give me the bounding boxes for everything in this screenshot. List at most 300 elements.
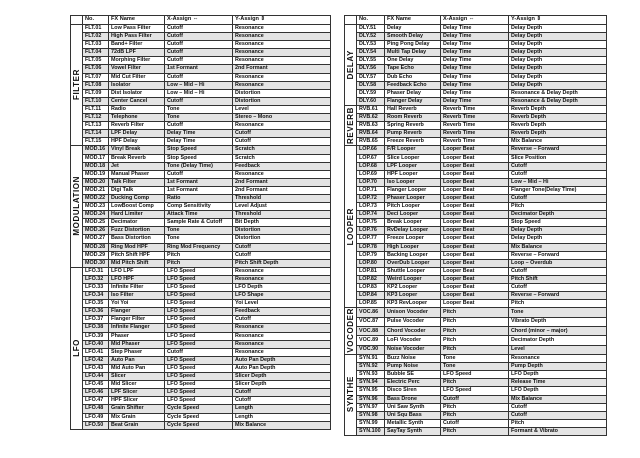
table-row (71, 89, 331, 97)
cell-no: LOP.80 (357, 259, 385, 267)
cell-no: LOP.82 (357, 275, 385, 283)
cell-no: VOC.89 (357, 336, 385, 345)
cell-fx-name: Yoi Yoi (109, 300, 165, 308)
cell-y-assign: Mix Balance (509, 243, 607, 251)
cell-fx-name: Vowel Filter (109, 65, 165, 73)
cell-no: DLY.58 (357, 81, 385, 89)
cell-fx-name: KP3 RevLooper (385, 300, 441, 308)
cell-fx-name: Mid Phaser (109, 340, 165, 348)
cell-x-assign: Cutoff (165, 97, 233, 105)
cell-no: LOP.79 (357, 251, 385, 259)
cell-fx-name: Flanger Looper (385, 186, 441, 194)
cell-x-assign: Cutoff (165, 122, 233, 130)
table-row (71, 194, 331, 202)
cell-x-assign: Cutoff (441, 419, 509, 427)
cell-y-assign: Cutoff (233, 397, 331, 405)
cell-fx-name: LFO HPF (109, 275, 165, 283)
cell-no: LOP.72 (357, 194, 385, 202)
cell-no: MOD.23 (83, 203, 109, 211)
cell-no: FLT.10 (83, 97, 109, 105)
cell-y-assign: Threshold (233, 211, 331, 219)
category-text: DELAY (345, 49, 355, 80)
cell-y-assign: Level (233, 105, 331, 113)
cell-x-assign: Stop Speed (165, 154, 233, 162)
table-row (71, 251, 331, 259)
cell-fx-name: Unison Vocoder (385, 308, 441, 317)
header-x-assign: X-Assign ⇔ (441, 16, 509, 25)
cell-x-assign: Looper Beat (441, 178, 509, 186)
cell-x-assign: 1st Formant (165, 186, 233, 194)
cell-y-assign: Pitch (509, 419, 607, 427)
cell-fx-name: Slice Looper (385, 154, 441, 162)
cell-y-assign: Yoi Level (233, 300, 331, 308)
table-row (345, 146, 607, 154)
cell-no: VOC.86 (357, 308, 385, 317)
cell-fx-name: Hall Reverb (385, 105, 441, 113)
table-row (71, 105, 331, 113)
cell-x-assign: Reverb Time (441, 138, 509, 146)
cell-no: FLT.12 (83, 114, 109, 122)
cell-y-assign: Delay Depth (509, 227, 607, 235)
table-row (71, 332, 331, 340)
cell-y-assign: Distortion (233, 97, 331, 105)
cell-x-assign: Delay Time (165, 138, 233, 146)
table-row (345, 411, 607, 419)
cell-x-assign: Delay Time (441, 81, 509, 89)
cell-no: MOD.18 (83, 162, 109, 170)
cell-fx-name: Phaser Delay (385, 89, 441, 97)
cell-y-assign: Cutoff (509, 194, 607, 202)
cell-y-assign: Decimator Depth (509, 211, 607, 219)
cell-no: FLT.08 (83, 81, 109, 89)
cell-x-assign: Delay Time (165, 130, 233, 138)
table-row (345, 371, 607, 379)
cell-no: LFO.35 (83, 300, 109, 308)
cell-y-assign: Stereo – Mono (233, 114, 331, 122)
cell-fx-name: Phaser (109, 332, 165, 340)
cell-fx-name: Beat Grain (109, 421, 165, 429)
table-row (345, 178, 607, 186)
cell-y-assign: LFO Shape (233, 292, 331, 300)
cell-y-assign: Cutoff (233, 130, 331, 138)
cell-no: SYN.100 (357, 427, 385, 435)
cell-x-assign: Looper Beat (441, 162, 509, 170)
cell-fx-name: Mid Cut Filter (109, 73, 165, 81)
cell-no: LOP.78 (357, 243, 385, 251)
cell-no: MOD.27 (83, 235, 109, 243)
cell-y-assign: Cutoff (509, 267, 607, 275)
cell-x-assign: LFO Speed (165, 324, 233, 332)
cell-fx-name: Infinite Filter (109, 284, 165, 292)
cell-x-assign: Pitch (441, 317, 509, 326)
fx-table-left (70, 15, 331, 430)
cell-no: RVB.62 (357, 114, 385, 122)
cell-fx-name: LowBoost Comp (109, 203, 165, 211)
cell-fx-name: Manual Phaser (109, 170, 165, 178)
cell-y-assign: Reverb Depth (509, 130, 607, 138)
cell-no: DLY.53 (357, 41, 385, 49)
table-row (345, 25, 607, 33)
table-row (71, 300, 331, 308)
cell-fx-name: Shuttle Looper (385, 267, 441, 275)
header-x-assign: X-Assign ⇔ (165, 16, 233, 25)
cell-y-assign: Reverb Depth (509, 105, 607, 113)
cell-y-assign: Delay Depth (509, 235, 607, 243)
table-row (71, 33, 331, 41)
cell-fx-name: Chord Vocoder (385, 326, 441, 335)
table-row (71, 130, 331, 138)
cell-fx-name: Room Reverb (385, 114, 441, 122)
category-label (345, 355, 357, 436)
cell-no: LOP.74 (357, 211, 385, 219)
cell-y-assign: Delay Depth (509, 65, 607, 73)
cell-x-assign: Pitch (441, 326, 509, 335)
cell-x-assign: Pitch (441, 427, 509, 435)
cell-y-assign: Reverb Depth (509, 114, 607, 122)
cell-no: LOP.85 (357, 300, 385, 308)
cell-y-assign: Auto Pan Depth (233, 356, 331, 364)
cell-fx-name: Metallic Synth (385, 419, 441, 427)
table-row (345, 162, 607, 170)
table-row (345, 89, 607, 97)
cell-no: FLT.05 (83, 57, 109, 65)
category-text: SYNTHE (345, 376, 355, 413)
cell-no: SYN.96 (357, 395, 385, 403)
cell-y-assign: Reverse – Forward (509, 146, 607, 154)
cell-x-assign: LFO Speed (165, 356, 233, 364)
cell-y-assign: Cutoff (233, 138, 331, 146)
cell-no: MOD.25 (83, 219, 109, 227)
cell-fx-name: Talk Filter (109, 178, 165, 186)
cell-x-assign: Tone (165, 227, 233, 235)
cell-fx-name: LoFi Vocoder (385, 336, 441, 345)
cell-x-assign: Pitch (441, 411, 509, 419)
cell-fx-name: Mix Grain (109, 413, 165, 421)
table-row (345, 355, 607, 363)
cell-fx-name: Mid Pitch Shift (109, 259, 165, 267)
cell-no: LOP.70 (357, 178, 385, 186)
cell-fx-name: Multi Tap Delay (385, 49, 441, 57)
cell-no: MOD.21 (83, 186, 109, 194)
table-row (71, 170, 331, 178)
table-row (345, 292, 607, 300)
cell-no: LOP.83 (357, 284, 385, 292)
cell-x-assign: Delay Time (441, 49, 509, 57)
cell-no: LFO.49 (83, 413, 109, 421)
table-row (345, 251, 607, 259)
cell-no: DLY.51 (357, 25, 385, 33)
cell-fx-name: Mid Slicer (109, 381, 165, 389)
table-row (71, 356, 331, 364)
cell-no: LOP.77 (357, 235, 385, 243)
cell-x-assign: LFO Speed (165, 340, 233, 348)
table-row (71, 235, 331, 243)
cell-no: LFO.45 (83, 381, 109, 389)
cell-y-assign: Cutoff (509, 162, 607, 170)
cell-x-assign: Delay Time (441, 97, 509, 105)
table-row (71, 154, 331, 162)
cell-x-assign: Ring Mod Frequency (165, 243, 233, 251)
cell-y-assign: Delay Depth (509, 81, 607, 89)
table-row (71, 146, 331, 154)
cell-x-assign: Delay Time (441, 41, 509, 49)
category-label (71, 267, 83, 429)
table-row (345, 336, 607, 345)
cell-fx-name: Isolator (109, 81, 165, 89)
cell-fx-name: Tape Echo (385, 65, 441, 73)
cell-y-assign: Resonance (233, 275, 331, 283)
cell-fx-name: Infinite Flanger (109, 324, 165, 332)
cell-x-assign: Ratio (165, 194, 233, 202)
cell-x-assign: Looper Beat (441, 186, 509, 194)
table-row (345, 186, 607, 194)
table-row (345, 122, 607, 130)
cell-y-assign: Formant & Vibrato (509, 427, 607, 435)
cell-y-assign: Mix Balance (509, 395, 607, 403)
cell-no: SYN.93 (357, 371, 385, 379)
cell-x-assign: Low – Mid – Hi (165, 89, 233, 97)
cell-y-assign: LFO Depth (233, 284, 331, 292)
cell-x-assign: Cycle Speed (165, 413, 233, 421)
cell-x-assign: Cutoff (165, 25, 233, 33)
cell-x-assign: LFO Speed (165, 300, 233, 308)
cell-y-assign: Threshold (233, 194, 331, 202)
cell-y-assign: Cutoff (233, 316, 331, 324)
cell-no: LFO.34 (83, 292, 109, 300)
cell-fx-name: Buzz Noise (385, 355, 441, 363)
cell-x-assign: Pitch (165, 259, 233, 267)
table-row (345, 73, 607, 81)
cell-no: RVB.65 (357, 138, 385, 146)
category-text: LOOPER (345, 207, 355, 245)
cell-no: FLT.13 (83, 122, 109, 130)
table-row (71, 114, 331, 122)
cell-no: SYN.98 (357, 411, 385, 419)
cell-y-assign: Delay Depth (509, 25, 607, 33)
cell-y-assign: Flanger Tone(Delay Time) (509, 186, 607, 194)
cell-y-assign: Resonance (233, 348, 331, 356)
cell-y-assign: Resonance & Delay Depth (509, 89, 607, 97)
cell-fx-name: KP3 Looper (385, 292, 441, 300)
cell-fx-name: Bass Drone (385, 395, 441, 403)
cell-x-assign: LFO Speed (165, 364, 233, 372)
cell-no: LOP.66 (357, 146, 385, 154)
cell-y-assign: Level (509, 345, 607, 354)
table-row (71, 292, 331, 300)
cell-no: FLT.09 (83, 89, 109, 97)
cell-fx-name: Vinyl Break (109, 146, 165, 154)
cell-y-assign: Cutoff (233, 389, 331, 397)
cell-y-assign: Tone (509, 308, 607, 317)
cell-y-assign: Resonance (233, 170, 331, 178)
cell-no: SYN.92 (357, 363, 385, 371)
table-row (71, 421, 331, 429)
cell-no: FLT.04 (83, 49, 109, 57)
cell-no: LOP.81 (357, 267, 385, 275)
category-text: VOCODER (345, 308, 355, 353)
cell-no: MOD.30 (83, 259, 109, 267)
table-row (345, 284, 607, 292)
cell-fx-name: Bubble SE (385, 371, 441, 379)
cell-no: LFO.40 (83, 340, 109, 348)
cell-fx-name: Smooth Delay (385, 33, 441, 41)
table-row (71, 381, 331, 389)
cell-no: LOP.69 (357, 170, 385, 178)
cell-x-assign: Looper Beat (441, 194, 509, 202)
cell-y-assign: Resonance (233, 324, 331, 332)
cell-fx-name: One Delay (385, 57, 441, 65)
category-label (345, 146, 357, 308)
cell-y-assign: Resonance (509, 355, 607, 363)
cell-fx-name: Ping Pong Delay (385, 41, 441, 49)
table-row (71, 413, 331, 421)
cell-x-assign: LFO Speed (441, 387, 509, 395)
cell-y-assign: Reverb Depth (509, 122, 607, 130)
cell-x-assign: LFO Speed (165, 389, 233, 397)
cell-fx-name: Dist Isolator (109, 89, 165, 97)
cell-y-assign: Distortion (233, 89, 331, 97)
cell-x-assign: Cutoff (165, 33, 233, 41)
table-row (345, 317, 607, 326)
cell-fx-name: HPF Delay (109, 138, 165, 146)
table-row (345, 308, 607, 317)
cell-x-assign: Tone (Delay Time) (165, 162, 233, 170)
table-row (71, 275, 331, 283)
cell-no: VOC.88 (357, 326, 385, 335)
cell-y-assign: Cutoff (509, 284, 607, 292)
cell-no: LFO.37 (83, 316, 109, 324)
cell-no: RVB.63 (357, 122, 385, 130)
cell-x-assign: Delay Time (441, 65, 509, 73)
cell-no: SYN.99 (357, 419, 385, 427)
cell-no: LFO.33 (83, 284, 109, 292)
cell-fx-name: Morphing Filter (109, 57, 165, 65)
cell-fx-name: Flanger (109, 308, 165, 316)
table-row (345, 267, 607, 275)
cell-fx-name: Noise Vocoder (385, 345, 441, 354)
table-row (345, 227, 607, 235)
cell-x-assign: Tone (441, 355, 509, 363)
cell-x-assign: LFO Speed (165, 267, 233, 275)
cell-no: MOD.29 (83, 251, 109, 259)
cell-x-assign: LFO Speed (441, 371, 509, 379)
table-row (71, 186, 331, 194)
cell-x-assign: Pitch (441, 345, 509, 354)
cell-x-assign: Delay Time (441, 89, 509, 97)
cell-y-assign: Scratch (233, 146, 331, 154)
table-row (71, 308, 331, 316)
cell-x-assign: Cycle Speed (165, 421, 233, 429)
header-y-assign: Y-Assign ⇕ (233, 16, 331, 25)
table-row (71, 97, 331, 105)
table-row (345, 138, 607, 146)
cell-no: DLY.60 (357, 97, 385, 105)
table-row (345, 345, 607, 354)
cell-y-assign: Delay Depth (509, 49, 607, 57)
cell-no: LFO.50 (83, 421, 109, 429)
cell-x-assign: Looper Beat (441, 219, 509, 227)
cell-x-assign: Delay Time (441, 25, 509, 33)
cell-x-assign: Tone (165, 105, 233, 113)
cell-x-assign: Pitch (165, 251, 233, 259)
cell-y-assign: Scratch (233, 154, 331, 162)
table-row (345, 65, 607, 73)
cell-no: LFO.38 (83, 324, 109, 332)
cell-fx-name: Slicer (109, 373, 165, 381)
cell-fx-name: LPF Slicer (109, 389, 165, 397)
cell-fx-name: Uni Saw Synth (385, 403, 441, 411)
cell-y-assign: Resonance (233, 73, 331, 81)
cell-y-assign: Resonance (233, 340, 331, 348)
cell-x-assign: Looper Beat (441, 251, 509, 259)
cell-fx-name: OverDub Looper (385, 259, 441, 267)
cell-x-assign: Cutoff (165, 73, 233, 81)
cell-no: FLT.06 (83, 65, 109, 73)
cell-no: LFO.39 (83, 332, 109, 340)
table-row (71, 65, 331, 73)
table-row (345, 243, 607, 251)
cell-fx-name: Weird Looper (385, 275, 441, 283)
cell-no: FLT.11 (83, 105, 109, 113)
cell-x-assign: Tone (165, 235, 233, 243)
cell-y-assign: Length (233, 413, 331, 421)
table-row (345, 259, 607, 267)
cell-y-assign: Pitch Shift Depth (233, 259, 331, 267)
cell-fx-name: High Looper (385, 243, 441, 251)
cell-y-assign: Level Adjust (233, 203, 331, 211)
cell-y-assign: Chord (minor – major) (509, 326, 607, 335)
cell-x-assign: Tone (165, 114, 233, 122)
cell-no: LFO.47 (83, 397, 109, 405)
cell-no: MOD.16 (83, 146, 109, 154)
cell-y-assign: Resonance (233, 49, 331, 57)
table-row (71, 138, 331, 146)
cell-fx-name: Pump Noise (385, 363, 441, 371)
cell-no: SYN.97 (357, 403, 385, 411)
cell-fx-name: Bass Distortion (109, 235, 165, 243)
table-row (345, 57, 607, 65)
cell-x-assign: Delay Time (441, 33, 509, 41)
cell-x-assign: Delay Time (441, 73, 509, 81)
cell-y-assign: Resonance (233, 122, 331, 130)
cell-fx-name: Spring Reverb (385, 122, 441, 130)
table-row (71, 227, 331, 235)
cell-fx-name: LFO LPF (109, 267, 165, 275)
cell-fx-name: Step Phaser (109, 348, 165, 356)
cell-y-assign: Reverse – Forward (509, 251, 607, 259)
table-row (345, 363, 607, 371)
cell-y-assign: Mix Balance (509, 138, 607, 146)
cell-fx-name: LPF Looper (385, 162, 441, 170)
cell-no: LFO.32 (83, 275, 109, 283)
category-label (71, 146, 83, 267)
cell-y-assign: Pump Depth (509, 363, 607, 371)
cell-y-assign: Pitch (509, 203, 607, 211)
cell-no: LFO.48 (83, 405, 109, 413)
cell-fx-name: Electric Perc (385, 379, 441, 387)
cell-no: SYN.94 (357, 379, 385, 387)
cell-no: LOP.76 (357, 227, 385, 235)
cell-x-assign: LFO Speed (165, 275, 233, 283)
table-row (345, 194, 607, 202)
cell-x-assign: Looper Beat (441, 146, 509, 154)
cell-x-assign: Cutoff (165, 41, 233, 49)
table-row (71, 73, 331, 81)
cell-x-assign: Attack Time (165, 211, 233, 219)
cell-x-assign: LFO Speed (165, 316, 233, 324)
table-row (71, 389, 331, 397)
fx-table-right (344, 15, 607, 436)
